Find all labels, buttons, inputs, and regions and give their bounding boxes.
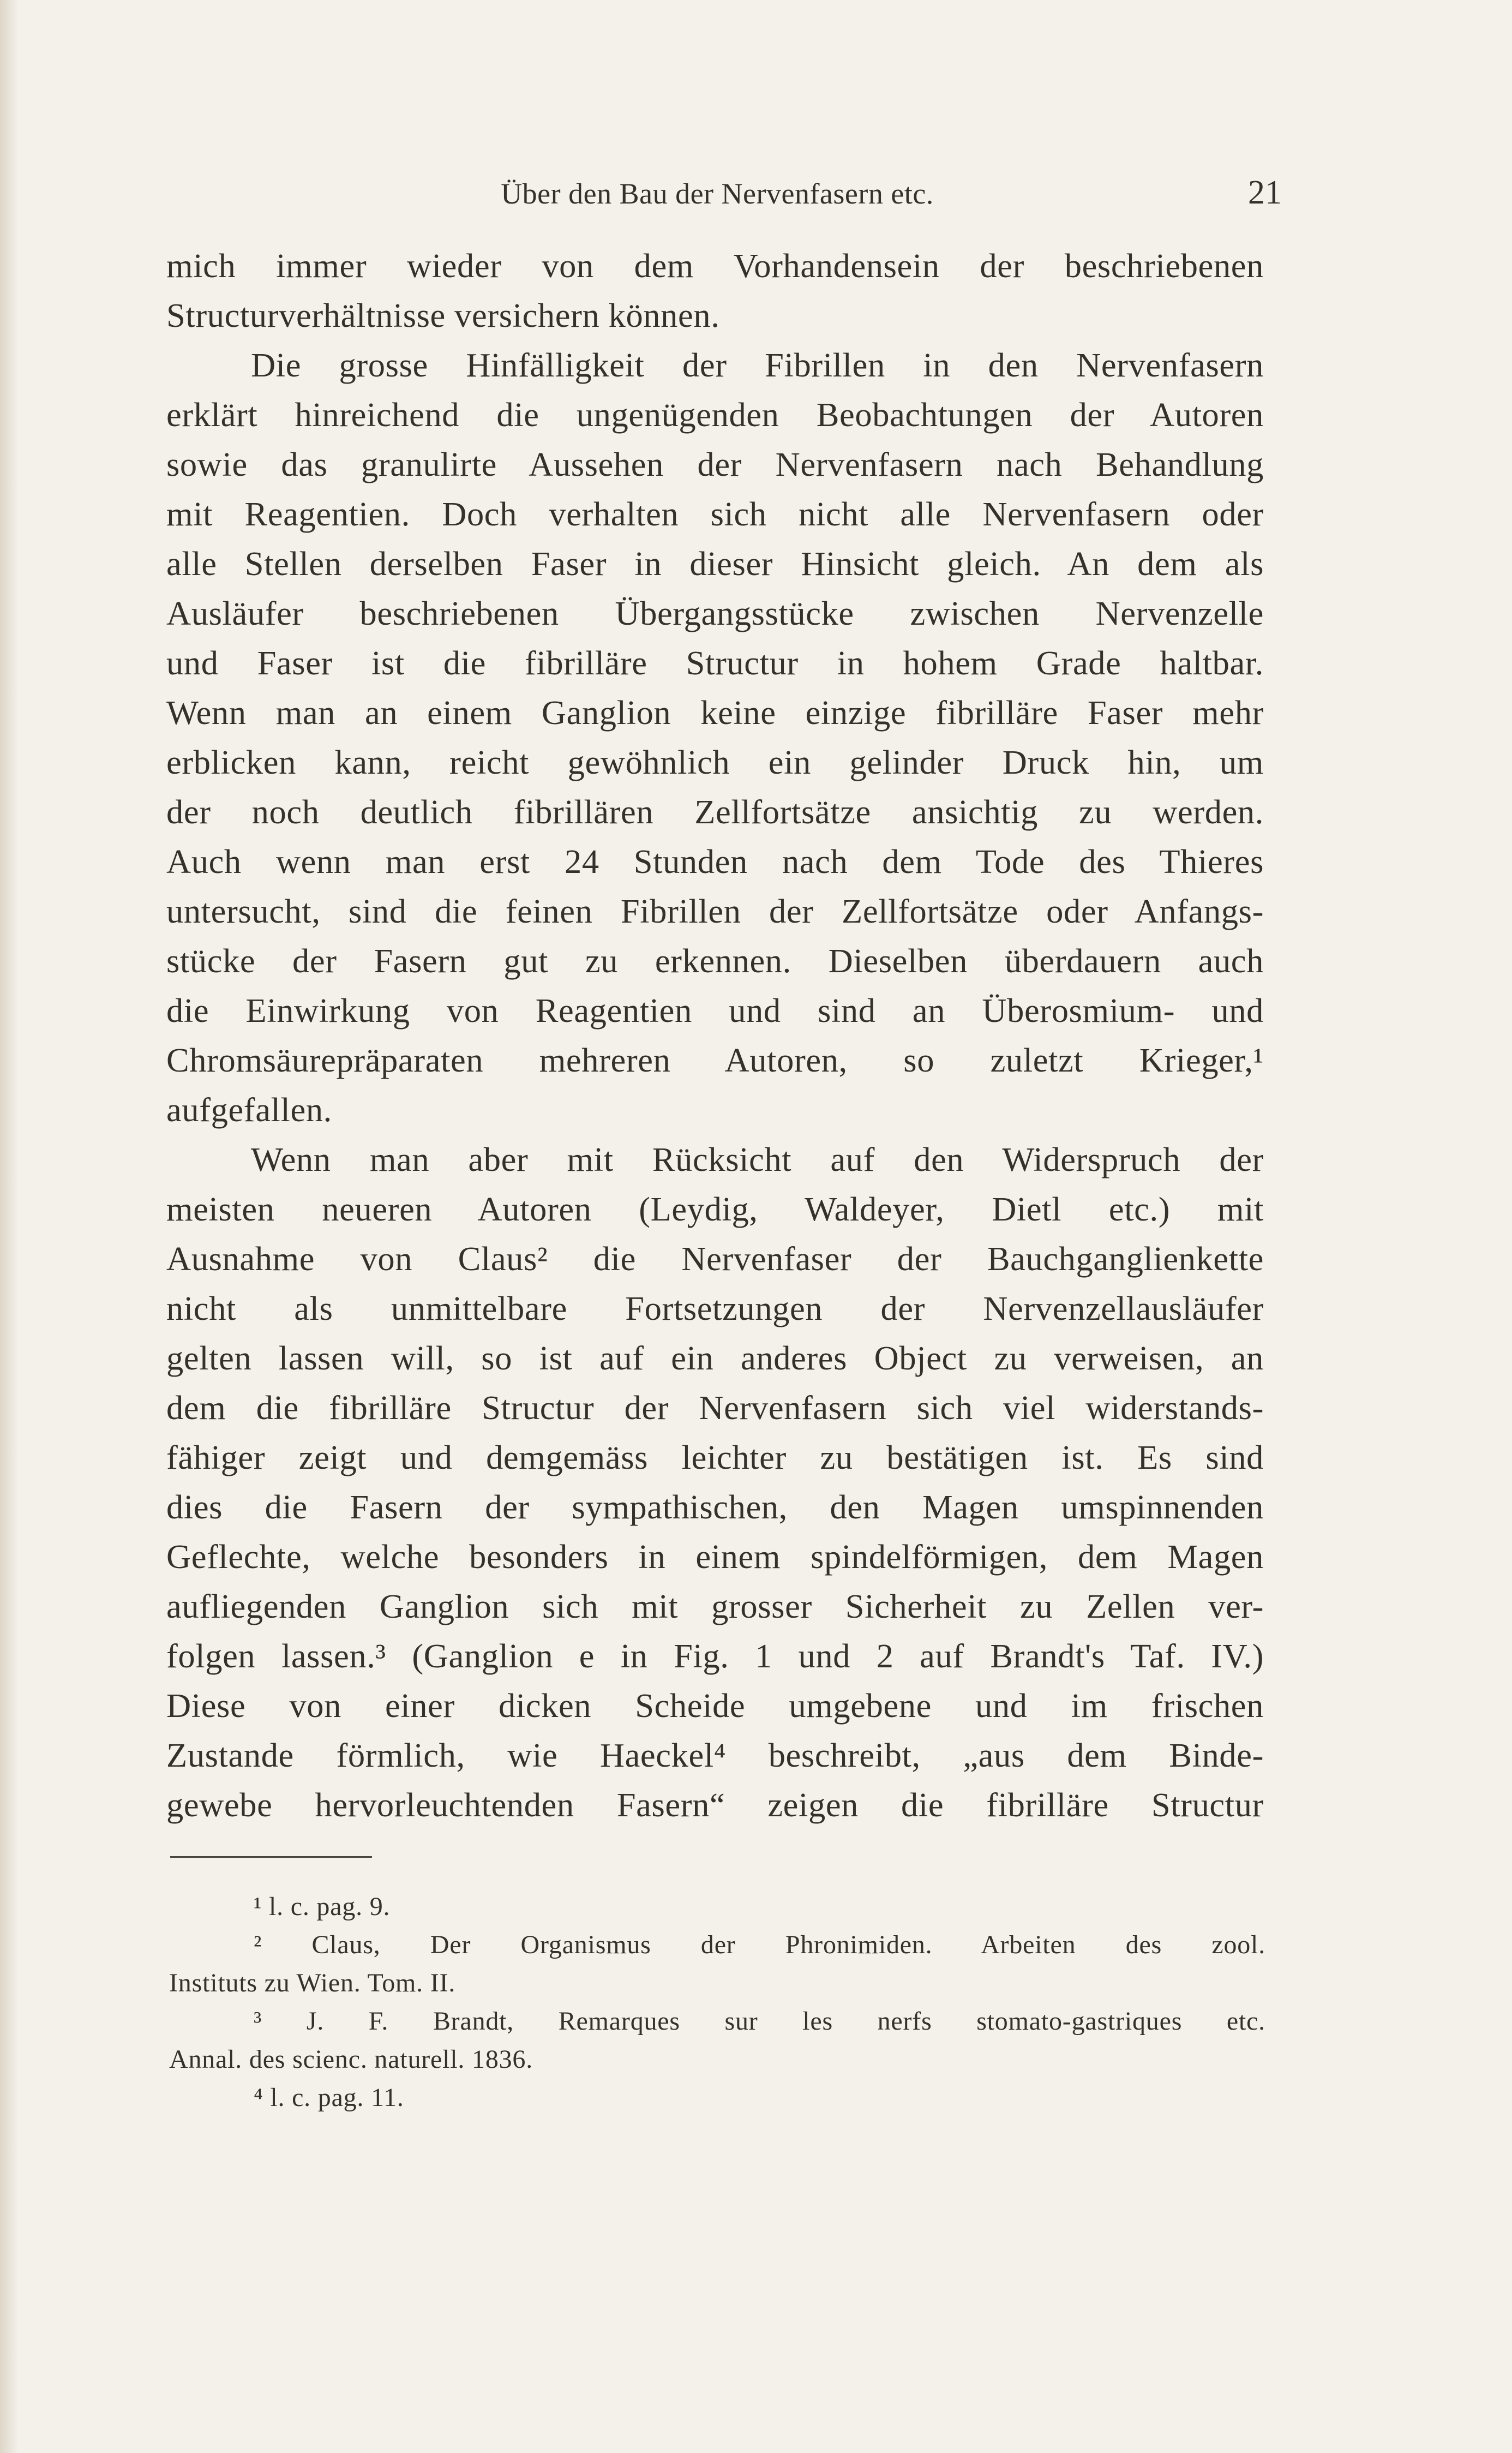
text-line: alle Stellen derselben Faser in dieser Hinsicht gleich. An dem als xyxy=(166,545,1264,583)
text-line: Zustande förmlich, wie Haeckel⁴ beschreibt, „aus dem Binde- xyxy=(166,1736,1264,1774)
running-title: Über den Bau der Nervenfasern etc. xyxy=(501,177,934,210)
text-line: Ausläufer beschriebenen Übergangsstücke zwischen Nervenzelle xyxy=(166,594,1264,632)
text-line: Die grosse Hinfälligkeit der Fibrillen in den Nervenfasern xyxy=(251,346,1264,384)
text-line: gewebe hervorleuchtenden Fasern“ zeigen die fibrilläre Structur xyxy=(166,1786,1264,1824)
footnote-line: Instituts zu Wien. Tom. II. xyxy=(169,1969,456,1997)
text-line: stücke der Fasern gut zu erkennen. Dieselben überdauern auch xyxy=(166,942,1264,980)
text-line: Chromsäurepräparaten mehreren Autoren, so zuletzt Krieger,¹ xyxy=(166,1041,1264,1079)
page-number: 21 xyxy=(1248,174,1282,211)
text-line: Ausnahme von Claus² die Nervenfaser der Bauchganglienkette xyxy=(166,1240,1264,1278)
text-line: gelten lassen will, so ist auf ein anderes Object zu verweisen, an xyxy=(166,1339,1264,1377)
text-line: aufliegenden Ganglion sich mit grosser Sicherheit zu Zellen ver- xyxy=(166,1587,1264,1625)
text-line: sowie das granulirte Aussehen der Nervenfasern nach Behandlung xyxy=(166,445,1264,483)
text-line: dies die Fasern der sympathischen, den Magen umspinnenden xyxy=(166,1488,1264,1526)
page-header xyxy=(169,173,1282,223)
text-line: nicht als unmittelbare Fortsetzungen der Nervenzellausläufer xyxy=(166,1289,1264,1327)
body-text xyxy=(166,241,1264,1830)
text-line: Structurverhältnisse versichern können. xyxy=(166,296,720,334)
footnote-line: ² Claus, Der Organismus der Phronimiden. Arbeiten des zool. xyxy=(254,1930,1265,1959)
page-edge-shadow xyxy=(0,0,19,2453)
footnote-divider xyxy=(170,1856,372,1858)
text-line: folgen lassen.³ (Ganglion e in Fig. 1 und 2 auf Brandt's Taf. IV.) xyxy=(166,1637,1264,1675)
footnote-line: ⁴ l. c. pag. 11. xyxy=(254,2083,404,2112)
text-line: Wenn man an einem Ganglion keine einzige fibrilläre Faser mehr xyxy=(166,693,1264,732)
text-line: mit Reagentien. Doch verhalten sich nicht alle Nervenfasern oder xyxy=(166,495,1264,533)
text-line: erblicken kann, reicht gewöhnlich ein gelinder Druck hin, um xyxy=(166,743,1264,781)
text-line: meisten neueren Autoren (Leydig, Waldeyer, Dietl etc.) mit xyxy=(166,1190,1264,1228)
text-line: erklärt hinreichend die ungenügenden Beobachtungen der Autoren xyxy=(166,396,1264,434)
text-line: dem die fibrilläre Structur der Nervenfasern sich viel widerstands- xyxy=(166,1389,1264,1427)
text-line: untersucht, sind die feinen Fibrillen der Zellfortsätze oder Anfangs- xyxy=(166,892,1264,930)
footnote-line: ¹ l. c. pag. 9. xyxy=(254,1892,391,1921)
text-line: Wenn man aber mit Rücksicht auf den Widerspruch der xyxy=(251,1140,1264,1178)
text-line: Geflechte, welche besonders in einem spindelförmigen, dem Magen xyxy=(166,1537,1264,1576)
text-line: mich immer wieder von dem Vorhandensein der beschriebenen xyxy=(166,247,1264,285)
text-line: der noch deutlich fibrillären Zellfortsätze ansichtig zu werden. xyxy=(166,793,1264,831)
footnote-line: Annal. des scienc. naturell. 1836. xyxy=(169,2045,533,2074)
text-line: Auch wenn man erst 24 Stunden nach dem Tode des Thieres xyxy=(166,842,1264,881)
text-line: aufgefallen. xyxy=(166,1091,332,1129)
footnotes xyxy=(169,1888,1265,2117)
text-line: Diese von einer dicken Scheide umgebene und im frischen xyxy=(166,1686,1264,1725)
text-line: und Faser ist die fibrilläre Structur in hohem Grade haltbar. xyxy=(166,644,1264,682)
text-line: fähiger zeigt und demgemäss leichter zu bestätigen ist. Es sind xyxy=(166,1438,1264,1476)
footnote-line: ³ J. F. Brandt, Remarques sur les nerfs stomato-gastriques etc. xyxy=(254,2007,1265,2036)
text-line: die Einwirkung von Reagentien und sind an Überosmium- und xyxy=(166,991,1264,1030)
